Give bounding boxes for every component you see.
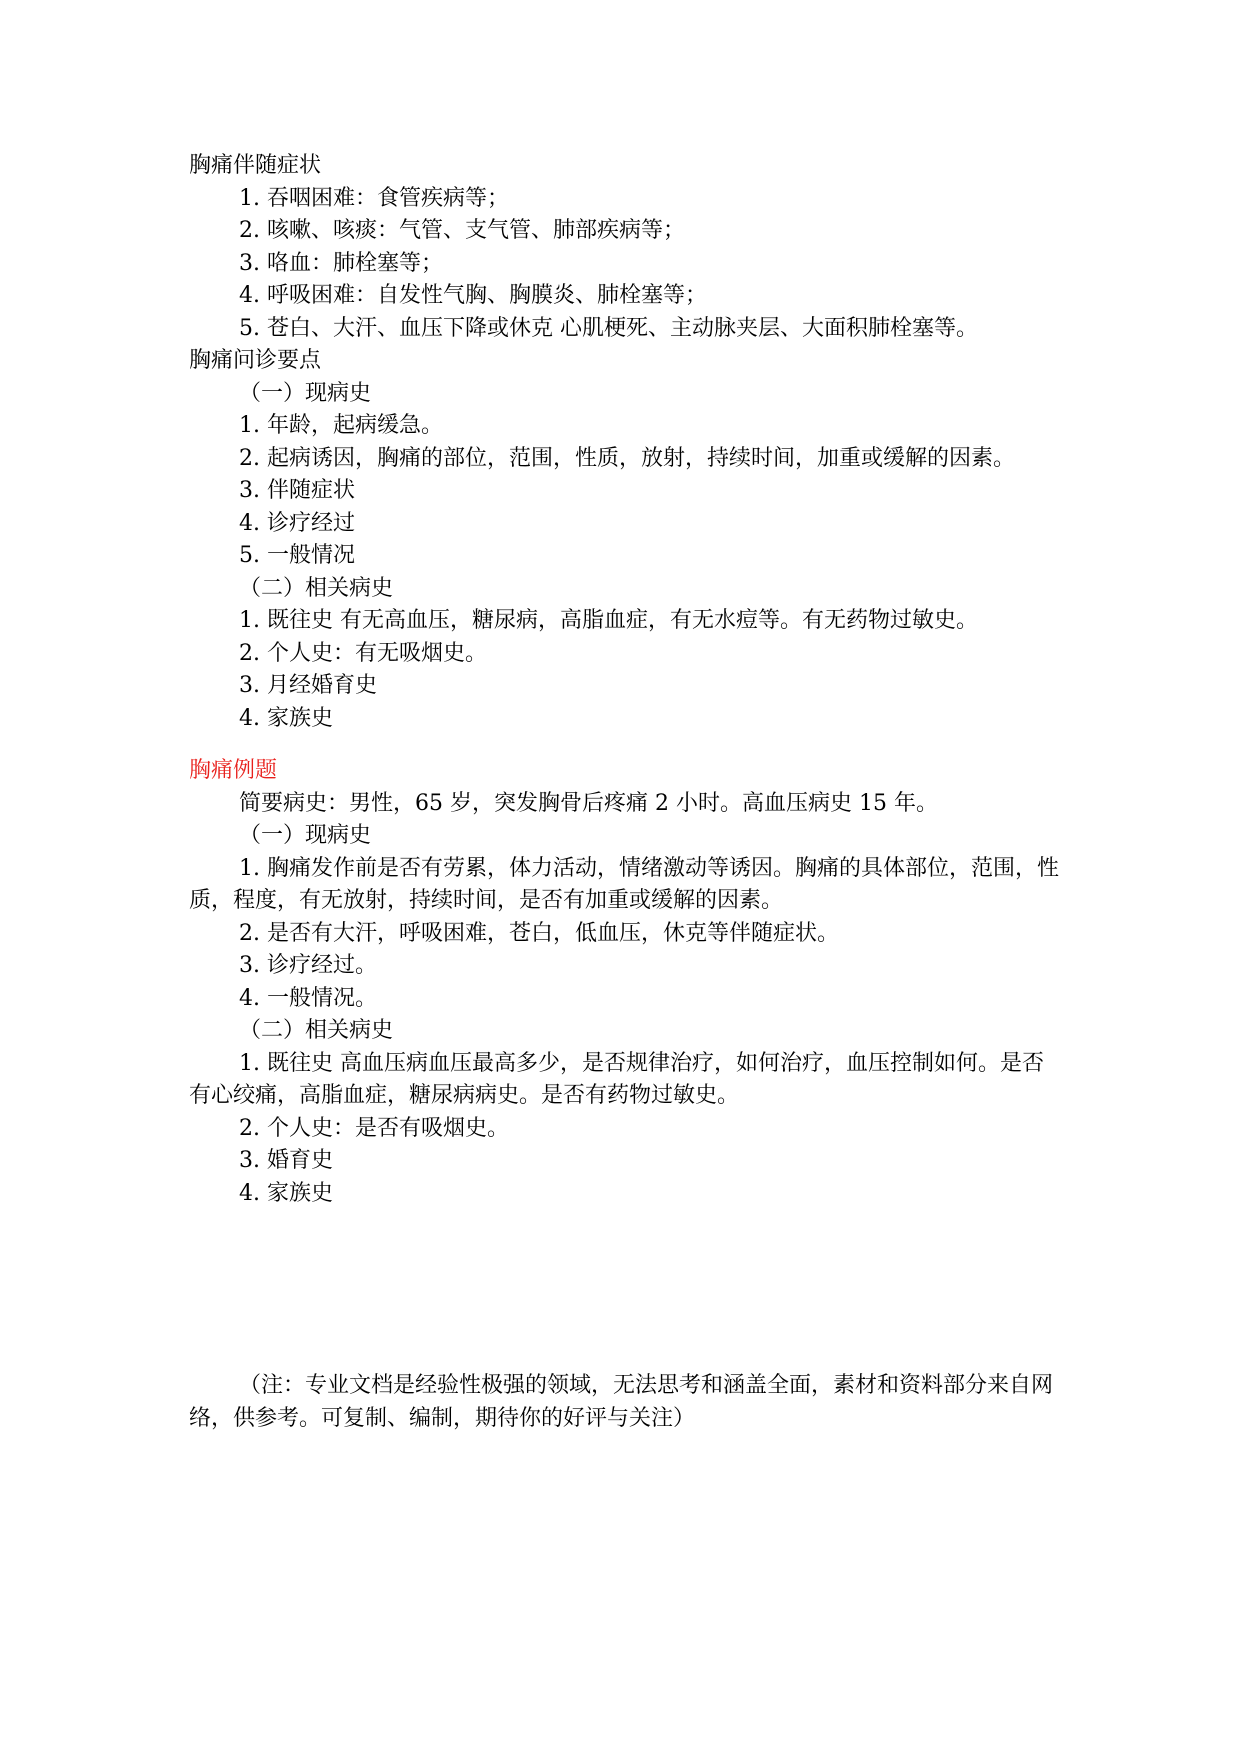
list-item: 1. 年龄，起病缓急。 — [239, 413, 443, 438]
subsection-title-related-history: （二）相关病史 — [239, 575, 394, 601]
list-item: 3. 婚育史 — [239, 1148, 333, 1173]
list-item: 3. 诊疗经过。 — [239, 953, 377, 978]
section-title-inquiry-points: 胸痛问诊要点 — [189, 348, 322, 373]
section-title-accompanying-symptoms: 胸痛伴随症状 — [189, 153, 322, 178]
list-item: 2. 咳嗽、咳痰：气管、支气管、肺部疾病等； — [239, 218, 685, 243]
list-item: 2. 是否有大汗，呼吸困难，苍白，低血压，休克等伴随症状。 — [239, 920, 839, 946]
subsection-title-present-illness: （一）现病史 — [239, 823, 372, 848]
spacer — [189, 735, 1059, 755]
list-item: 2. 个人史：是否有吸烟史。 — [239, 1115, 509, 1141]
list-item: 3. 月经婚育史 — [239, 673, 377, 698]
list-item: 1. 胸痛发作前是否有劳累，体力活动，情绪激动等诱因。胸痛的具体部位，范围，性质，程度，有无放射，持续时间，是否有加重或缓解的因素。 — [189, 855, 1059, 913]
disclaimer-note: （注：专业文档是经验性极强的领域，无法思考和涵盖全面，素材和资料部分来自网络，供参考。可复制、编制，期待你的好评与关注） — [189, 1373, 1054, 1431]
list-item: 5. 苍白、大汗、血压下降或休克 心肌梗死、主动脉夹层、大面积肺栓塞等。 — [239, 315, 978, 341]
subsection-title-related-history: （二）相关病史 — [239, 1018, 394, 1043]
list-item: 4. 呼吸困难：自发性气胸、胸膜炎、肺栓塞等； — [239, 283, 707, 308]
document-page — [189, 150, 1059, 1435]
list-item: 2. 起病诱因，胸痛的部位，范围，性质，放射，持续时间，加重或缓解的因素。 — [239, 445, 1015, 471]
list-item: 4. 诊疗经过 — [239, 510, 355, 536]
list-item: 1. 既往史 有无高血压，糖尿病，高脂血症，有无水痘等。有无药物过敏史。 — [239, 608, 978, 633]
section-title-example: 胸痛例题 — [189, 758, 278, 783]
subsection-title-present-illness: （一）现病史 — [239, 380, 372, 406]
case-summary: 简要病史：男性，65 岁，突发胸骨后疼痛 2 小时。高血压病史 15 年。 — [239, 790, 938, 816]
list-item: 5. 一般情况 — [239, 543, 355, 568]
list-item: 3. 咯血：肺栓塞等； — [239, 250, 443, 276]
list-item: 1. 吞咽困难：食管疾病等； — [239, 185, 509, 211]
list-item: 2. 个人史：有无吸烟史。 — [239, 640, 487, 666]
list-item: 4. 家族史 — [239, 705, 333, 731]
spacer — [189, 1210, 1059, 1370]
list-item: 3. 伴随症状 — [239, 478, 355, 503]
list-item: 4. 一般情况。 — [239, 985, 377, 1011]
list-item: 4. 家族史 — [239, 1180, 333, 1206]
list-item: 1. 既往史 高血压病血压最高多少，是否规律治疗，如何治疗，血压控制如何。是否有心绞痛，高脂血症，糖尿病病史。是否有药物过敏史。 — [189, 1050, 1044, 1108]
